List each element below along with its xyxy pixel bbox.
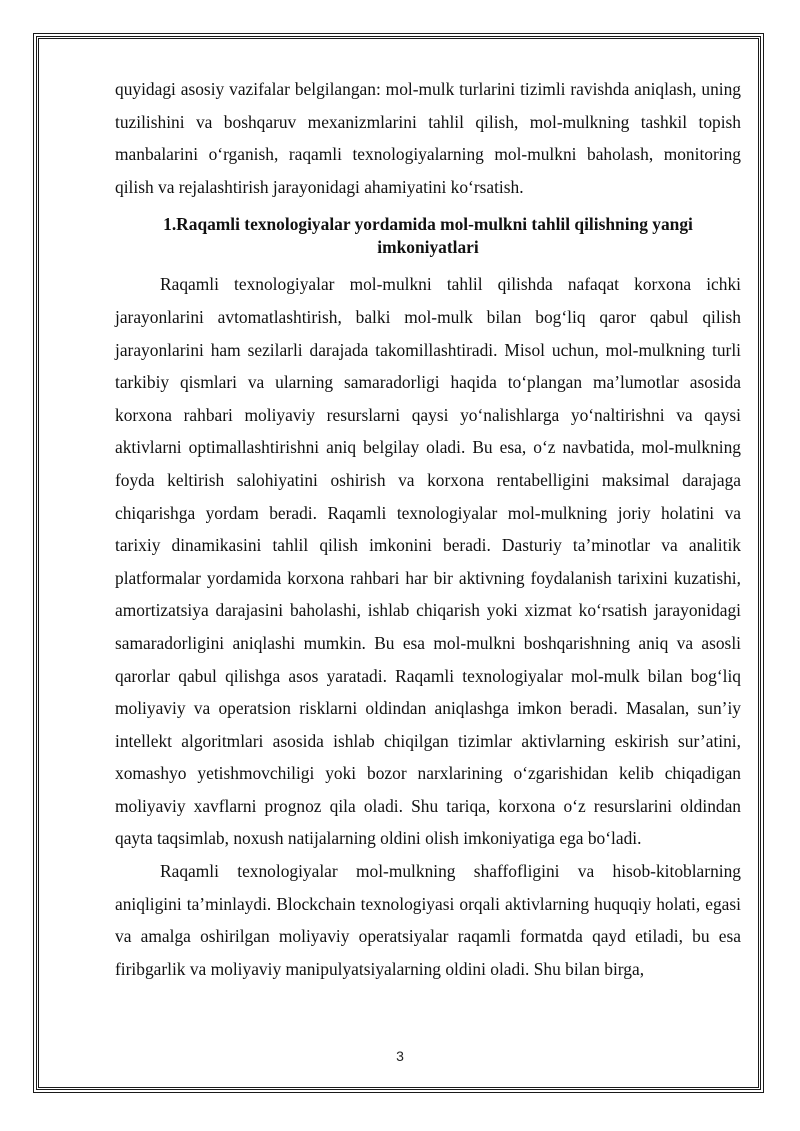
document-body: [115, 73, 741, 985]
body-paragraph-2: Raqamli texnologiyalar mol-mulkning shaffofligini va hisob-kitoblarning aniqligini ta’minlaydi. Blockchain texnologiyasi orqali aktivlarning huquqiy holati, egasi va amalga oshirilgan moliyaviy operatsiyalar raqamli formatda qayd etiladi, bu esa firibgarlik va moliyaviy manipulyatsiyalarning oldini oladi. Shu bilan birga,: [115, 861, 741, 979]
body-paragraph-1: Raqamli texnologiyalar mol-mulkni tahlil qilishda nafaqat korxona ichki jarayonlarini avtomatlashtirish, balki mol-mulk bilan bog‘liq qaror qabul qilish jarayonlarini ham sezilarli darajada takomillashtiradi. Misol uchun, mol-mulkning turli tarkibiy qismlari va ularning samaradorligi haqida to‘plangan ma’lumotlar asosida korxona rahbari moliyaviy resurslarni qaysi yo‘nalishlarga yo‘naltirishni va qaysi aktivlarni optimallashtirishni aniq belgilay oladi. Bu esa, o‘z navbatida, mol-mulkning foyda keltirish salohiyatini oshirish va korxona rentabelligini maksimal darajaga chiqarishga yordam beradi. Raqamli texnologiyalar mol-mulkning joriy holatini va tarixiy dinamikasini tahlil qilish imkonini beradi. Dasturiy ta’minotlar va analitik platformalar yordamida korxona rahbari har bir aktivning foydalanish tarixini kuzatishi, amortizatsiya darajasini baholashi, ishlab chiqarish yoki xizmat ko‘rsatish jarayonidagi samaradorligini aniqlashi mumkin. Bu esa mol-mulkni boshqarishning aniq va asosli qarorlar qabul qilishga asos yaratadi. Raqamli texnologiyalar mol-mulk bilan bog‘liq moliyaviy va operatsion risklarni oldindan aniqlashga imkon beradi. Masalan, sun’iy intellekt algoritmlari asosida ishlab chiqilgan tizimlar aktivlarning eskirish sur’atini, xomashyo yetishmovchiligi yoki bozor narxlarining o‘zgarishidan kelib chiqadigan moliyaviy xavflarni prognoz qila oladi. Shu tariqa, korxona o‘z resurslarini oldindan qayta taqsimlab, noxush natijalarning oldini olish imkoniyatiga ega bo‘ladi.: [115, 274, 741, 849]
page-number: 3: [396, 1048, 404, 1064]
section-heading: 1.Raqamli texnologiyalar yordamida mol-mulkni tahlil qilishning yangi imkoniyatlari: [163, 214, 693, 258]
intro-paragraph: quyidagi asosiy vazifalar belgilangan: mol-mulk turlarini tizimli ravishda aniqlash, uning tuzilishini va boshqaruv mexanizmlarini tahlil qilish, mol-mulkning tashkil topish manbalarini o‘rganish, raqamli texnologiyalarning mol-mulkni baholash, monitoring qilish va rejalashtirish jarayonidagi ahamiyatini ko‘rsatish.: [115, 79, 741, 197]
